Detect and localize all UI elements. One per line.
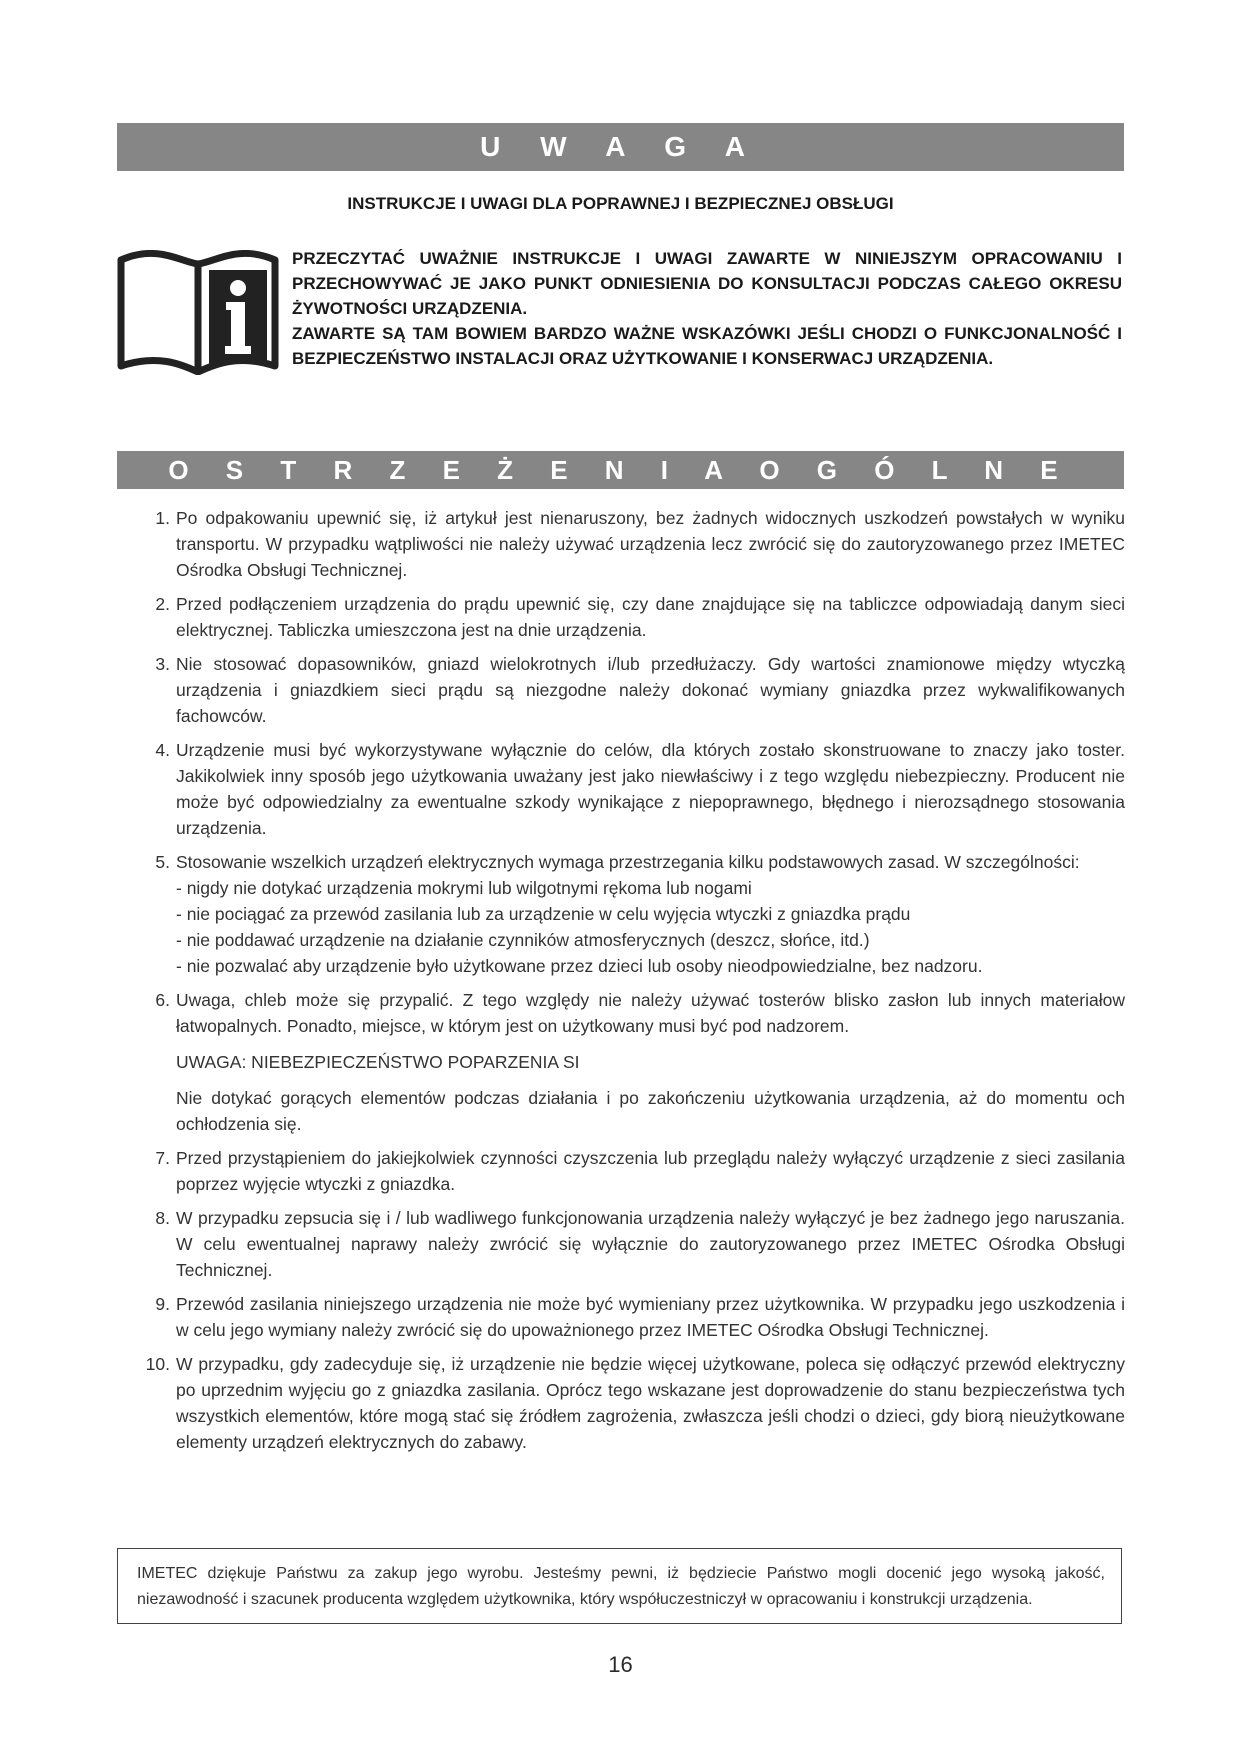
item-text: Urządzenie musi być wykorzystywane wyłącznie do celów, dla których zostało skonstruowane to znaczy jako toster. Jakikolwiek inny sposób jego użytkowania uważany jest jako niewłaściwy i z tego względu niebezpieczny. Producent nie może być odpowiedzialny za ewentualne szkody wynikające z niepoprawnego, błędnego i nierozsądnego stosowania urządzenia. (176, 740, 1125, 838)
general-warnings-banner: O S T R Z E Ż E N I A O G Ó L N E (117, 451, 1124, 489)
burn-warning-title: UWAGA: NIEBEZPIECZEŃSTWO POPARZENIA SI (176, 1052, 580, 1072)
item-number: 10. (145, 1354, 170, 1374)
warning-paragraph-read: PRZECZYTAĆ UWAŻNIE INSTRUKCJE I UWAGI ZAWARTE W NINIEJSZYM OPRACOWANIU I PRZECHOWYWAĆ JE JAKO PUNKT ODNIESIENIA DO KONSULTACJI PODCZAS CAŁEGO OKRESU ŻYWOTNOŚCI URZĄDZENIA. (292, 249, 1122, 318)
thank-you-box: IMETEC dziękuje Państwu za zakup jego wyrobu. Jesteśmy pewni, iż będziecie Państwo mogli docenić jego wysoką jakość, niezawodność i szacunek producenta względem użytkownika, który współuczestniczył w opracowaniu i konstrukcji urządzenia. (117, 1548, 1122, 1624)
item-text: W przypadku, gdy zadecyduje się, iż urządzenie nie będzie więcej użytkowane, poleca się odłączyć przewód elektryczny po uprzednim wyjęciu go z gniazdka zasilania. Oprócz tego wskazane jest doprowadzenie do stanu bezpieczeństwa tych wszystkich elementów, które mogą stać się źródłem zagrożenia, zwłaszcza jeśli chodzi o dzieci, gdy biorą nieużytkowane elementy urządzeń elektrycznych do zabawy. (176, 1354, 1125, 1452)
instructions-subtitle: INSTRUKCJE I UWAGI DLA POPRAWNEJ I BEZPIECZNEJ OBSŁUGI (347, 194, 894, 213)
sub-item: - nie pociągać za przewód zasilania lub za urządzenie w celu wyjęcia wtyczki z gniazdka prądu (176, 904, 911, 924)
list-item (140, 737, 1125, 841)
item-text: W przypadku zepsucia się i / lub wadliwego funkcjonowania urządzenia należy wyłączyć je bez żadnego jego naruszania. W celu ewentualnej naprawy należy zwrócić się wyłącznie do zautoryzowanego przez IMETEC Ośrodka Obsługi Technicznej. (176, 1208, 1125, 1280)
warning-block (292, 246, 1122, 371)
uwaga-banner: U W A G A (117, 123, 1124, 171)
item-number: 6. (155, 990, 170, 1010)
item-number: 7. (155, 1148, 170, 1168)
sub-item: - nigdy nie dotykać urządzenia mokrymi lub wilgotnymi rękoma lub nogami (176, 878, 752, 898)
list-item (140, 1351, 1125, 1455)
sub-item: - nie pozwalać aby urządzenie było użytkowane przez dzieci lub osoby nieodpowiedzialne, bez nadzoru. (176, 956, 983, 976)
list-item (140, 1291, 1125, 1343)
list-item (140, 651, 1125, 729)
list-item (140, 849, 1125, 979)
list-item (140, 505, 1125, 583)
item-number: 9. (155, 1294, 170, 1314)
item-text: Przewód zasilania niniejszego urządzenia nie może być wymieniany przez użytkownika. W przypadku jego uszkodzenia i w celu jego wymiany należy zwrócić się do upoważnionego przez IMETEC Ośrodka Obsługi Technicznej. (176, 1294, 1125, 1340)
item-number: 2. (155, 594, 170, 614)
item-text: Stosowanie wszelkich urządzeń elektrycznych wymaga przestrzegania kilku podstawowych zasad. W szczególności: (176, 852, 1080, 872)
burn-warning-text: Nie dotykać gorących elementów podczas działania i po zakończeniu użytkowania urządzenia, aż do momentu och ochłodzenia się. (176, 1088, 1125, 1134)
info-manual-icon (117, 250, 279, 375)
item-text: Przed przystąpieniem do jakiejkolwiek czynności czyszczenia lub przeglądu należy wyłączyć urządzenie z sieci zasilania poprzez wyjęcie wtyczki z gniazdka. (176, 1148, 1125, 1194)
item-number: 1. (155, 508, 170, 528)
item-number: 5. (155, 852, 170, 872)
item-text: Nie stosować dopasowników, gniazd wielokrotnych i/lub przedłużaczy. Gdy wartości znamionowe między wtyczką urządzenia i gniazdkiem sieci prądu są niezgodne należy dokonać wymiany gniazdka przez wykwalifikowanych fachowców. (176, 654, 1125, 726)
item-text: Po odpakowaniu upewnić się, iż artykuł jest nienaruszony, bez żadnych widocznych uszkodzeń powstałych w wyniku transportu. W przypadku wątpliwości nie należy używać urządzenia lecz zwrócić się do zautoryzowanego przez IMETEC Ośrodka Obsługi Technicznej. (176, 508, 1125, 580)
item-text: Przed podłączeniem urządzenia do prądu upewnić się, czy dane znajdujące się na tabliczce odpowiadają danym sieci elektrycznej. Tabliczka umieszczona jest na dnie urządzenia. (176, 594, 1125, 640)
list-item (140, 987, 1125, 1137)
general-warnings-list (140, 505, 1125, 1463)
list-item (140, 591, 1125, 643)
item-number: 3. (155, 654, 170, 674)
sub-item: - nie poddawać urządzenie na działanie czynników atmosferycznych (deszcz, słońce, itd.) (176, 930, 870, 950)
warning-paragraph-important: ZAWARTE SĄ TAM BOWIEM BARDZO WAŻNE WSKAZÓWKI JEŚLI CHODZI O FUNKCJONALNOŚĆ I BEZPIECZEŃSTWO INSTALACJI ORAZ UŻYTKOWANIE I KONSERWACJ URZĄDZENIA. (292, 324, 1122, 368)
list-item (140, 1145, 1125, 1197)
page-number: 16 (608, 1652, 633, 1677)
item-number: 4. (155, 740, 170, 760)
list-item (140, 1205, 1125, 1283)
item-text: Uwaga, chleb może się przypalić. Z tego względy nie należy używać tosterów blisko zasłon lub innych materiałow łatwopalnych. Ponadto, miejsce, w którym jest on użytkowany musi być pod nadzorem. (176, 990, 1125, 1036)
item-number: 8. (155, 1208, 170, 1228)
